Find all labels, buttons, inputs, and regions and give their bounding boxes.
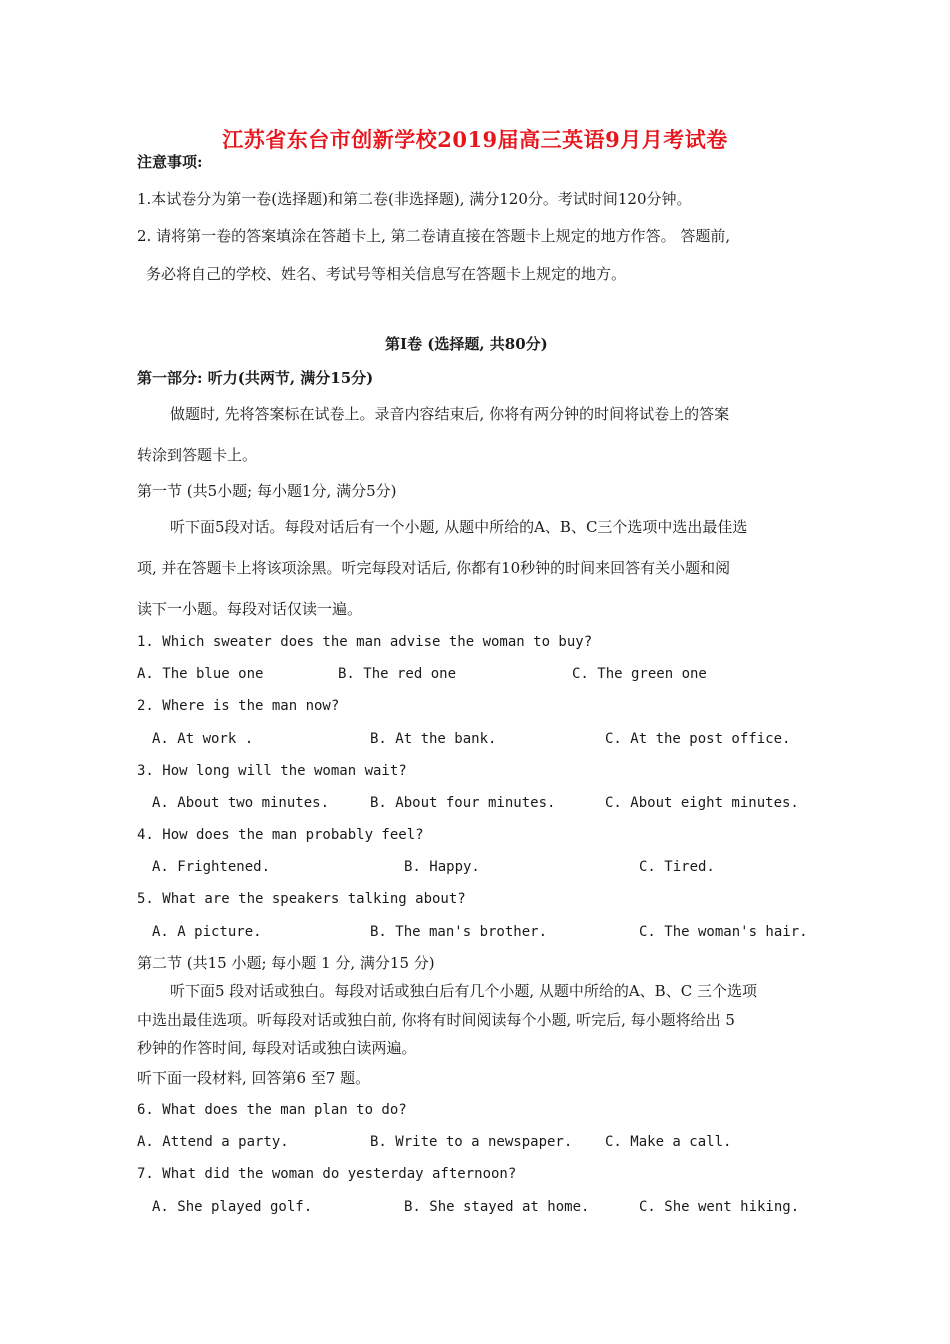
exam-title: 江苏省东台市创新学校2019届高三英语9月月考试卷 bbox=[222, 127, 728, 152]
question-1: 1. Which sweater does the man advise the woman to buy? bbox=[137, 634, 593, 650]
part1-intro-line-1: 做题时, 先将答案标在试卷上。录音内容结束后, 你将有两分钟的时间将试卷上的答案 bbox=[170, 405, 730, 423]
section1-intro-line-1: 听下面5段对话。每段对话后有一个小题, 从题中所给的A、B、C三个选项中选出最佳选 bbox=[170, 518, 748, 536]
q7-option-c: C. She went hiking. bbox=[639, 1199, 800, 1215]
q2-option-b: B. At the bank. bbox=[370, 731, 497, 747]
q4-option-a: A. Frightened. bbox=[152, 859, 271, 875]
section2-intro-line-1: 听下面5 段对话或独白。每段对话或独白后有几个小题, 从题中所给的A、B、C 三个选项 bbox=[170, 982, 757, 1000]
notice-item-1: 1.本试卷分为第一卷(选择题)和第二卷(非选择题), 满分120分。考试时间120分钟。 bbox=[137, 190, 692, 208]
q6-option-a: A. Attend a party. bbox=[137, 1134, 289, 1150]
q1-option-b: B. The red one bbox=[338, 666, 457, 682]
q4-option-b: B. Happy. bbox=[404, 859, 480, 875]
question-2: 2. Where is the man now? bbox=[137, 698, 340, 714]
notice-item-2-line-1: 2. 请将第一卷的答案填涂在答趙卡上, 第二卷请直接在答题卡上规定的地方作答。 答题前, bbox=[137, 227, 731, 245]
question-6: 6. What does the man plan to do? bbox=[137, 1102, 407, 1118]
notice-item-2-line-2: 务必将自己的学校、姓名、考试号等相关信息写在答题卡上规定的地方。 bbox=[146, 265, 627, 283]
question-7: 7. What did the woman do yesterday afternoon? bbox=[137, 1166, 517, 1182]
part1-heading: 第一部分: 听力(共两节, 满分15分) bbox=[137, 369, 374, 387]
question-3: 3. How long will the woman wait? bbox=[137, 763, 407, 779]
q1-option-c: C. The green one bbox=[572, 666, 707, 682]
q5-option-b: B. The man's brother. bbox=[370, 924, 548, 940]
section2-intro-line-2: 中选出最佳选项。听每段对话或独白前, 你将有时间阅读每个小题, 听完后, 每小题将给出 5 bbox=[137, 1011, 735, 1029]
question-4: 4. How does the man probably feel? bbox=[137, 827, 424, 843]
material-note: 听下面一段材料, 回答第6 至7 题。 bbox=[137, 1069, 371, 1087]
q1-option-a: A. The blue one bbox=[137, 666, 264, 682]
q3-option-b: B. About four minutes. bbox=[370, 795, 556, 811]
q5-option-a: A. A picture. bbox=[152, 924, 262, 940]
q7-option-b: B. She stayed at home. bbox=[404, 1199, 590, 1215]
section1-heading: 第一节 (共5小题; 每小题1分, 满分5分) bbox=[137, 482, 397, 500]
section2-heading: 第二节 (共15 小题; 每小题 1 分, 满分15 分) bbox=[137, 954, 435, 972]
section1-intro-line-2: 项, 并在答题卡上将该项涂黑。听完每段对话后, 你都有10秒钟的时间来回答有关小题和阅 bbox=[137, 559, 731, 577]
q7-option-a: A. She played golf. bbox=[152, 1199, 313, 1215]
section2-intro-line-3: 秒钟的作答时间, 每段对话或独白读两遍。 bbox=[137, 1039, 417, 1057]
q6-option-b: B. Write to a newspaper. bbox=[370, 1134, 573, 1150]
q4-option-c: C. Tired. bbox=[639, 859, 715, 875]
q5-option-c: C. The woman's hair. bbox=[639, 924, 808, 940]
q3-option-a: A. About two minutes. bbox=[152, 795, 330, 811]
volume-title: 第I卷 (选择题, 共80分) bbox=[385, 335, 548, 353]
part1-intro-line-2: 转涂到答题卡上。 bbox=[137, 446, 258, 464]
section1-intro-line-3: 读下一小题。每段对话仅读一遍。 bbox=[137, 600, 363, 618]
question-5: 5. What are the speakers talking about? bbox=[137, 891, 466, 907]
q2-option-c: C. At the post office. bbox=[605, 731, 791, 747]
q2-option-a: A. At work . bbox=[152, 731, 254, 747]
q3-option-c: C. About eight minutes. bbox=[605, 795, 799, 811]
notice-heading: 注意事项: bbox=[137, 153, 203, 171]
q6-option-c: C. Make a call. bbox=[605, 1134, 732, 1150]
